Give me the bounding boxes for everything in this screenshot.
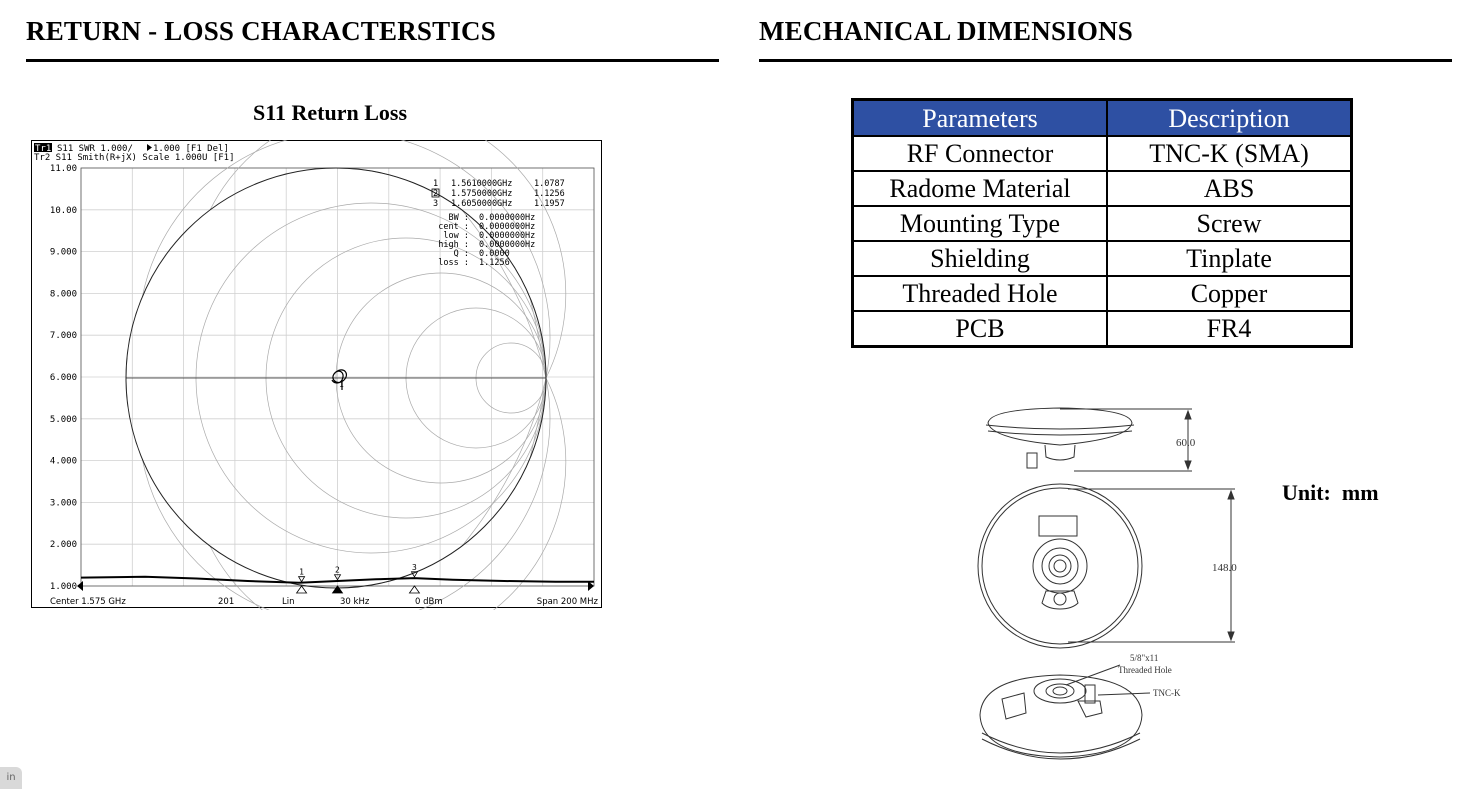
param-name: Threaded Hole [853, 276, 1108, 311]
chart-frame [32, 141, 602, 608]
stat-bw-label: BW : [448, 213, 469, 223]
y-tick-label: 10.00 [49, 205, 77, 216]
unit-label [1282, 480, 1379, 506]
marker-3-freq: 1.6050000GHz [451, 199, 513, 209]
table-row [853, 241, 1352, 276]
y-tick-label: 8.000 [49, 289, 77, 300]
table-row [853, 136, 1352, 171]
y-tick-label: 11.00 [49, 164, 77, 174]
right-section-rule [759, 59, 1452, 62]
footer-points: 201 [218, 597, 235, 607]
stat-q-value: 0.0000 [479, 249, 510, 259]
diameter-dimension-label: 148.0 [1212, 562, 1237, 574]
param-name: Mounting Type [853, 206, 1108, 241]
unit-value: mm [1341, 480, 1379, 505]
header-parameters: Parameters [853, 100, 1108, 137]
stat-loss-value: 1.1256 [479, 258, 510, 268]
swr-marker-2-label: 2 [335, 565, 340, 575]
thread-size-label: 5/8"x11 [1130, 653, 1159, 663]
param-value: Copper [1107, 276, 1352, 311]
stat-q-label: Q : [453, 249, 469, 259]
marker-readout [432, 179, 565, 209]
marker-3-value: 1.1957 [534, 199, 565, 209]
marker-3-id: 3 [433, 199, 439, 209]
trace1-badge-label: Tr1 [35, 144, 52, 154]
stat-loss-label: loss : [438, 258, 469, 268]
param-value: Screw [1107, 206, 1352, 241]
table-header-row [853, 100, 1352, 137]
antenna-perspective-view [980, 665, 1150, 759]
stat-cent-label: cent : [438, 222, 469, 232]
y-tick-label: 2.000 [49, 540, 77, 551]
trace1-header: S11 SWR 1.000/ [57, 144, 133, 154]
footer-power: 0 dBm [415, 597, 443, 607]
marker-1-freq: 1.5610000GHz [451, 179, 513, 189]
mechanical-drawing [960, 395, 1280, 780]
trace2-header: Tr2 S11 Smith(R+jX) Scale 1.000U [F1] [34, 153, 235, 163]
y-tick-label: 3.000 [49, 498, 77, 509]
param-name: Radome Material [853, 171, 1108, 206]
stat-cent-value: 0.0000000Hz [479, 222, 536, 232]
unit-label-text: Unit: [1282, 480, 1331, 505]
stat-high-value: 0.0000000Hz [479, 240, 536, 250]
stat-low-value: 0.0000000Hz [479, 231, 536, 241]
marker-2-id: 2 [433, 189, 439, 199]
param-value: Tinplate [1107, 241, 1352, 276]
y-tick-label: 7.000 [49, 331, 77, 342]
table-row [853, 311, 1352, 347]
corner-badge[interactable]: in [0, 767, 22, 789]
param-name: Shielding [853, 241, 1108, 276]
y-tick-label: 9.000 [49, 247, 77, 258]
y-tick-label: 4.000 [49, 456, 77, 467]
smith-marker-1-label: 1 [339, 380, 344, 389]
parameters-table [851, 98, 1353, 348]
marker-1-id: 1 [433, 179, 439, 189]
param-value: FR4 [1107, 311, 1352, 347]
marker-2-value: 1.1256 [534, 189, 565, 199]
header-description: Description [1107, 100, 1352, 137]
param-value: TNC-K (SMA) [1107, 136, 1352, 171]
marker-1-value: 1.0787 [534, 179, 565, 189]
param-name: RF Connector [853, 136, 1108, 171]
marker-2-freq: 1.5750000GHz [451, 189, 513, 199]
s11-return-loss-chart [31, 140, 602, 610]
tnc-connector-label: TNC-K [1153, 688, 1181, 698]
height-dimension-label: 60.0 [1176, 437, 1196, 449]
antenna-top-view [978, 484, 1235, 648]
footer-span: Span 200 MHz [536, 597, 598, 607]
stat-bw-value: 0.0000000Hz [479, 213, 536, 223]
param-value: ABS [1107, 171, 1352, 206]
antenna-side-view [986, 408, 1192, 471]
y-tick-label: 6.000 [49, 373, 77, 383]
footer-ifbw: 30 kHz [340, 597, 370, 607]
return-loss-section-title: RETURN - LOSS CHARACTERSTICS [26, 16, 496, 46]
stat-high-label: high : [438, 240, 469, 250]
param-name: PCB [853, 311, 1108, 347]
footer-sweep: Lin [282, 597, 295, 607]
trace1-header-ref: 1.000 [F1 Del] [153, 144, 229, 154]
mechanical-dimensions-section-title: MECHANICAL DIMENSIONS [759, 16, 1133, 46]
y-tick-label: 5.000 [49, 414, 77, 425]
swr-marker-3-label: 3 [411, 562, 417, 572]
threaded-hole-label: Threaded Hole [1118, 665, 1172, 675]
table-row [853, 171, 1352, 206]
left-section-rule [26, 59, 719, 62]
swr-marker-1-label: 1 [299, 567, 304, 577]
y-tick-label: 1.000 [49, 582, 77, 592]
table-row [853, 276, 1352, 311]
chart-caption: S11 Return Loss [252, 100, 408, 125]
table-row [853, 206, 1352, 241]
footer-center: Center 1.575 GHz [50, 597, 126, 607]
stat-low-label: low : [443, 231, 469, 241]
